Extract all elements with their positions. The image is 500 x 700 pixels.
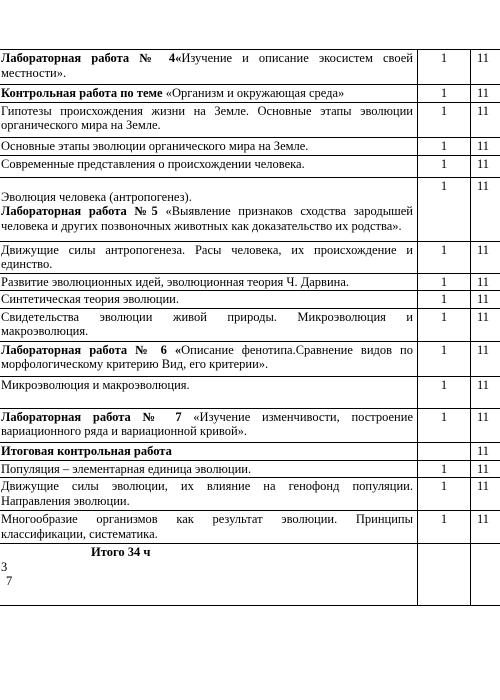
- table-row: [0, 478, 500, 511]
- topic-bold-text: Итоговая контрольная работа: [1, 443, 172, 458]
- topic-text: «Организм и окружающая среда»: [165, 86, 345, 100]
- grade-cell: 11: [471, 155, 500, 177]
- footer-line-1: 3: [1, 559, 8, 574]
- hours-cell: 1: [418, 478, 471, 511]
- lesson-plan-table: [0, 49, 500, 606]
- footer-line-2: 7: [6, 574, 13, 588]
- topic-bold-text: Лабораторная работа № 6 «: [1, 342, 182, 357]
- topic-cell: [0, 102, 418, 137]
- table-row: [0, 177, 500, 241]
- hours-cell: 1: [418, 341, 471, 376]
- hours-cell: 1: [418, 308, 471, 341]
- topic-bold-text: Лабораторная работа №5: [1, 204, 166, 218]
- table-row: [0, 241, 500, 273]
- hours-cell: 1: [418, 511, 471, 544]
- table-row: [0, 50, 500, 85]
- hours-cell: 1: [418, 460, 471, 478]
- topic-cell: [0, 155, 418, 177]
- table-row: [0, 102, 500, 137]
- grade-cell: 11: [471, 308, 500, 341]
- topic-cell: [0, 85, 418, 103]
- table-row: [0, 291, 500, 309]
- grade-cell: 11: [471, 341, 500, 376]
- topic-text: Движущие силы эволюции, их влияние на генофонд популяции. Направления эволюции.: [1, 479, 413, 508]
- hours-cell: 1: [418, 85, 471, 103]
- grade-cell: 11: [471, 408, 500, 442]
- grade-cell: 11: [471, 85, 500, 103]
- hours-cell: 1: [418, 155, 471, 177]
- total-label: Итого 34 ч: [91, 545, 151, 559]
- grade-cell: 11: [471, 177, 500, 241]
- hours-cell: 1: [418, 177, 471, 241]
- table-row: [0, 442, 500, 460]
- topic-text: Многообразие организмов как результат эволюции. Принципы классификации, систематика.: [1, 512, 413, 541]
- topic-cell: [0, 177, 418, 241]
- topic-cell: [0, 50, 418, 85]
- topic-cell: [0, 308, 418, 341]
- topic-bold-text: Контрольная работа по теме: [1, 86, 166, 100]
- topic-text: Популяция – элементарная единица эволюции.: [1, 461, 252, 476]
- grade-cell: 11: [471, 478, 500, 511]
- topic-bold-text: Лабораторная работа № 4«: [1, 51, 182, 65]
- table-row: [0, 408, 500, 442]
- topic-cell: [0, 376, 418, 408]
- total-row: [0, 544, 500, 606]
- topic-text: Развитие эволюционных идей, эволюционная теория Ч. Дарвина.: [1, 274, 350, 289]
- grade-cell: 11: [471, 442, 500, 460]
- topic-text: Движущие силы антропогенеза. Расы человека, их происхождение и единство.: [1, 242, 413, 271]
- hours-cell: 1: [418, 291, 471, 309]
- grade-cell: 11: [471, 137, 500, 155]
- total-grade-cell: [471, 544, 500, 606]
- topic-cell: [0, 460, 418, 478]
- topic-text: Микроэволюция и макроэволюция.: [1, 377, 190, 392]
- topic-cell: [0, 408, 418, 442]
- table-row: [0, 308, 500, 341]
- topic-cell: [0, 273, 418, 291]
- table-row: [0, 155, 500, 177]
- topic-text: «Изучение изменчивости, построение вариационного ряда и вариационной кривой».: [1, 409, 413, 438]
- topic-cell: [0, 442, 418, 460]
- topic-text: Описание фенотипа.Сравнение видов по морфологическому критерию Вид, его критерии».: [1, 342, 413, 371]
- grade-cell: 11: [471, 273, 500, 291]
- topic-cell: [0, 511, 418, 544]
- topic-text: Свидетельства эволюции живой природы. Микроэволюция и макроэволюция.: [1, 309, 413, 338]
- topic-text: Гипотезы происхождения жизни на Земле. Основные этапы эволюции органического мира на Земле.: [1, 103, 413, 132]
- grade-cell: 11: [471, 511, 500, 544]
- grade-cell: 11: [471, 460, 500, 478]
- topic-pre-text: Эволюция человека (антропогенез).: [1, 189, 192, 204]
- total-cell: [0, 544, 418, 606]
- topic-text: Основные этапы эволюции органического мира на Земле.: [1, 138, 309, 153]
- table-row: [0, 376, 500, 408]
- topic-text: Синтетическая теория эволюции.: [1, 292, 179, 306]
- table-row: [0, 460, 500, 478]
- hours-cell: 1: [418, 102, 471, 137]
- table-row: [0, 85, 500, 103]
- total-hours-cell: [418, 544, 471, 606]
- topic-cell: [0, 341, 418, 376]
- hours-cell: 1: [418, 273, 471, 291]
- lesson-plan-body: [0, 50, 500, 606]
- hours-cell: [418, 442, 471, 460]
- topic-cell: [0, 291, 418, 309]
- hours-cell: 1: [418, 50, 471, 85]
- topic-text: Изучение и описание экосистем своей местности».: [1, 51, 413, 80]
- hours-cell: 1: [418, 241, 471, 273]
- grade-cell: 11: [471, 291, 500, 309]
- grade-cell: 11: [471, 241, 500, 273]
- topic-text: Современные представления о происхождении человека.: [1, 156, 305, 171]
- topic-cell: [0, 241, 418, 273]
- topic-cell: [0, 478, 418, 511]
- table-row: [0, 511, 500, 544]
- hours-cell: 1: [418, 137, 471, 155]
- hours-cell: 1: [418, 408, 471, 442]
- table-row: [0, 341, 500, 376]
- topic-bold-text: Лабораторная работа № 7: [1, 409, 194, 424]
- grade-cell: 11: [471, 50, 500, 85]
- table-row: [0, 273, 500, 291]
- topic-text: «Выявление признаков сходства зародышей человека и других позвоночных животных как доказательство их родства».: [1, 204, 413, 233]
- grade-cell: 11: [471, 376, 500, 408]
- hours-cell: 1: [418, 376, 471, 408]
- grade-cell: 11: [471, 102, 500, 137]
- topic-cell: [0, 137, 418, 155]
- table-row: [0, 137, 500, 155]
